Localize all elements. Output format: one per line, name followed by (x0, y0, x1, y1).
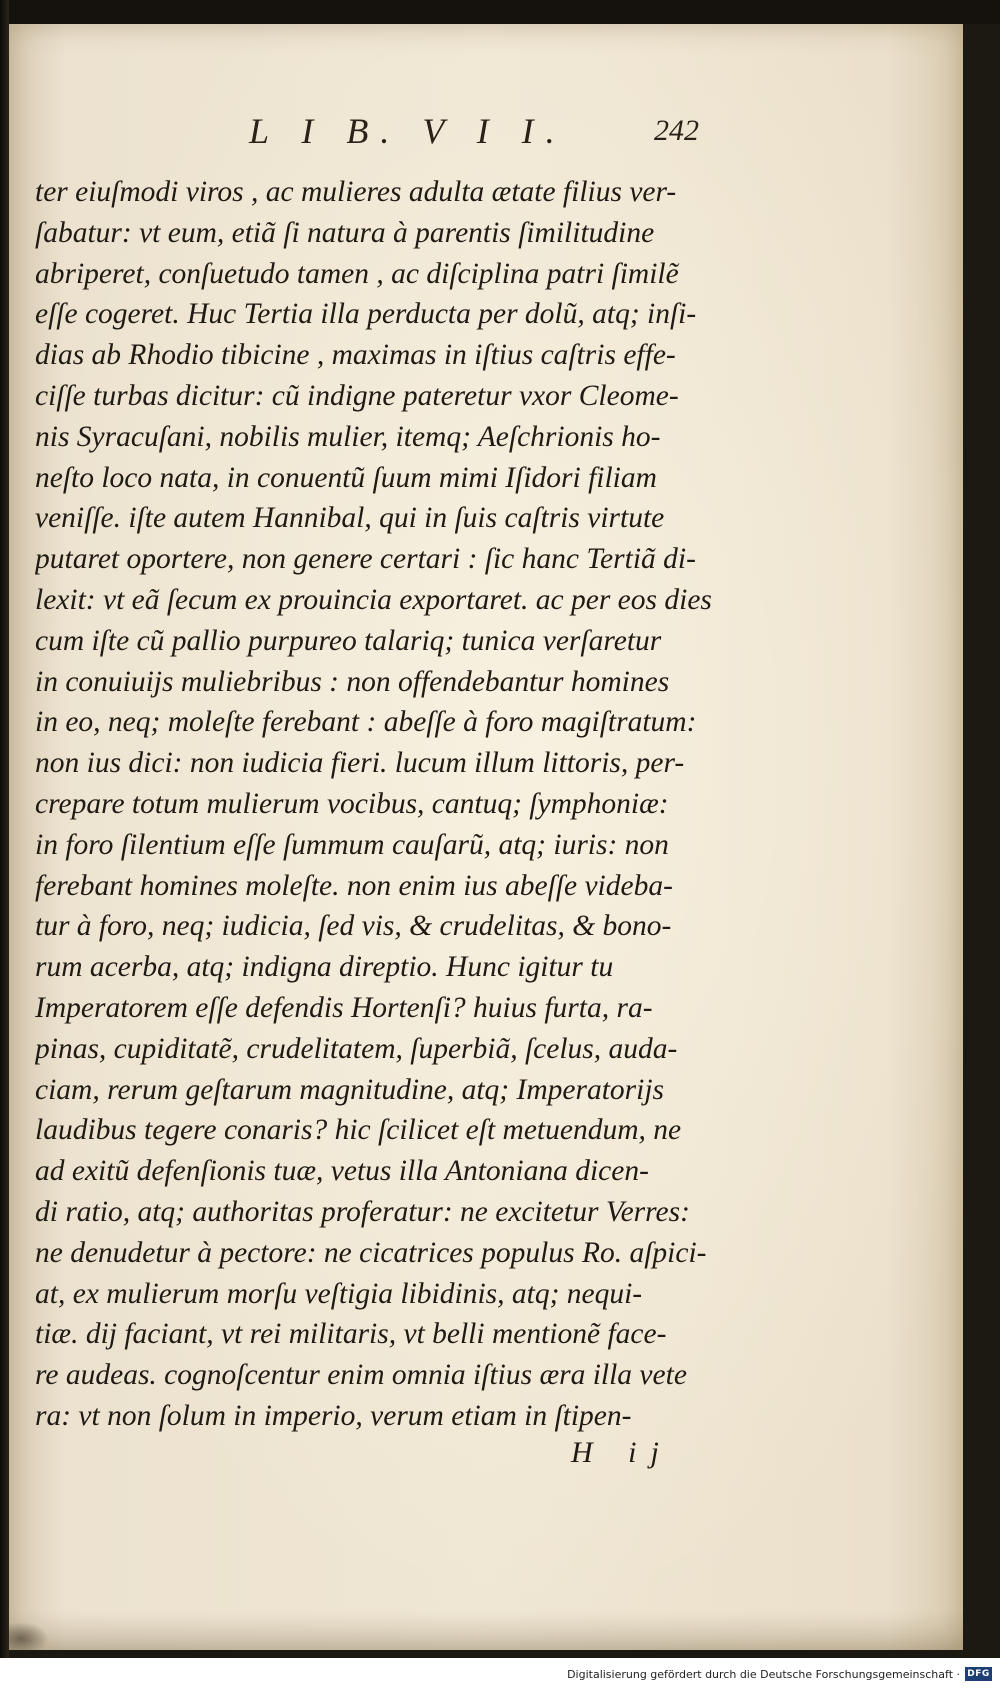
text-line: pinas, cupiditatẽ, crudelitatem, ſuperbiã, ſcelus, auda- (35, 1032, 678, 1065)
text-line: non ius dici: non iudicia fieri. lucum illum littoris, per- (35, 747, 685, 780)
text-line: dias ab Rhodio tibicine , maximas in iſtius caſtris effe- (35, 339, 676, 372)
text-line: crepare totum mulierum vocibus, cantuq; ſymphoniæ: (35, 787, 669, 820)
text-line: ter eiuſmodi viros , ac mulieres adulta ætate filius ver- (35, 176, 677, 208)
footer-bar (0, 1658, 1000, 1691)
text-line: veniſſe. iſte autem Hannibal, qui in ſuis caſtris virtute (35, 502, 665, 535)
text-line: at, ex mulierum morſu veſtigia libidinis, atq; nequi- (35, 1277, 643, 1310)
scan-top-edge (0, 0, 1000, 24)
text-line: lexit: vt eã ſecum ex prouincia exportaret. ac per eos dies (35, 583, 712, 616)
text-line: in conuiuijs muliebribus : non offendebantur homines (35, 665, 670, 698)
text-line: ferebant homines moleſte. non enim ius abeſſe videba- (35, 869, 673, 902)
text-line: ciam, rerum geſtarum magnitudine, atq; Imperatorijs (35, 1073, 665, 1106)
text-line: eſſe cogeret. Huc Tertia illa perducta per dolũ, atq; inſi- (35, 298, 697, 331)
text-line: Imperatorem eſſe defendis Hortenſi? huius furta, ra- (35, 991, 653, 1024)
text-line: di ratio, atq; authoritas proferatur: ne excitetur Verres: (35, 1195, 690, 1228)
running-title: L I B. V I I. (249, 111, 567, 151)
signature-mark: H ij (571, 1436, 673, 1469)
text-line: putaret oportere, non genere certari : ſic hanc Tertiã di- (35, 543, 696, 576)
page-shadow (9, 1610, 963, 1650)
running-head (9, 110, 963, 170)
text-line: ſabatur: vt eum, etiã ſi natura à parentis ſimilitudine (35, 216, 655, 249)
book-spine-edge (0, 0, 9, 1658)
book-page (9, 24, 963, 1650)
text-line: cum iſte cũ pallio purpureo talariq; tunica verſaretur (35, 624, 662, 657)
text-line: abriperet, conſuetudo tamen , ac diſciplina patri ſimilẽ (35, 257, 679, 290)
text-line: in eo, neq; moleſte ferebant : abeſſe à foro magiſtratum: (35, 706, 697, 739)
text-line: in foro ſilentium eſſe ſummum cauſarũ, atq; iuris: non (35, 828, 669, 861)
text-line: rum acerba, atq; indigna direptio. Hunc igitur tu (35, 951, 614, 984)
text-line: ciſſe turbas dicitur: cũ indigne pateretur vxor Cleome- (35, 379, 679, 412)
text-line: ad exitũ defenſionis tuæ, vetus illa Antoniana dicen- (35, 1155, 649, 1188)
page-stain (9, 1622, 49, 1650)
text-line: ra: vt non ſolum in imperio, verum etiam in ſtipen- (35, 1399, 632, 1432)
dfg-logo: DFG (965, 1667, 992, 1681)
text-line: re audeas. cognoſcentur enim omnia iſtius æra illa vete (35, 1359, 687, 1392)
text-line: laudibus tegere conaris? hic ſcilicet eſt metuendum, ne (35, 1114, 682, 1147)
text-line: tur à foro, neq; iudicia, ſed vis, & crudelitas, & bono- (35, 910, 672, 943)
text-line: neſto loco nata, in conuentũ ſuum mimi Iſidori filiam (35, 461, 657, 494)
body-text (35, 172, 760, 1437)
page-number: 242 (654, 114, 699, 147)
funding-credit: Digitalisierung gefördert durch die Deutsche Forschungsgemeinschaft · (567, 1668, 960, 1681)
text-line: tiæ. dij faciant, vt rei militaris, vt belli mentionẽ face- (35, 1318, 667, 1351)
text-line: nis Syracuſani, nobilis mulier, itemq; Aeſchrionis ho- (35, 420, 661, 453)
text-line: ne denudetur à pectore: ne cicatrices populus Ro. aſpici- (35, 1236, 707, 1269)
